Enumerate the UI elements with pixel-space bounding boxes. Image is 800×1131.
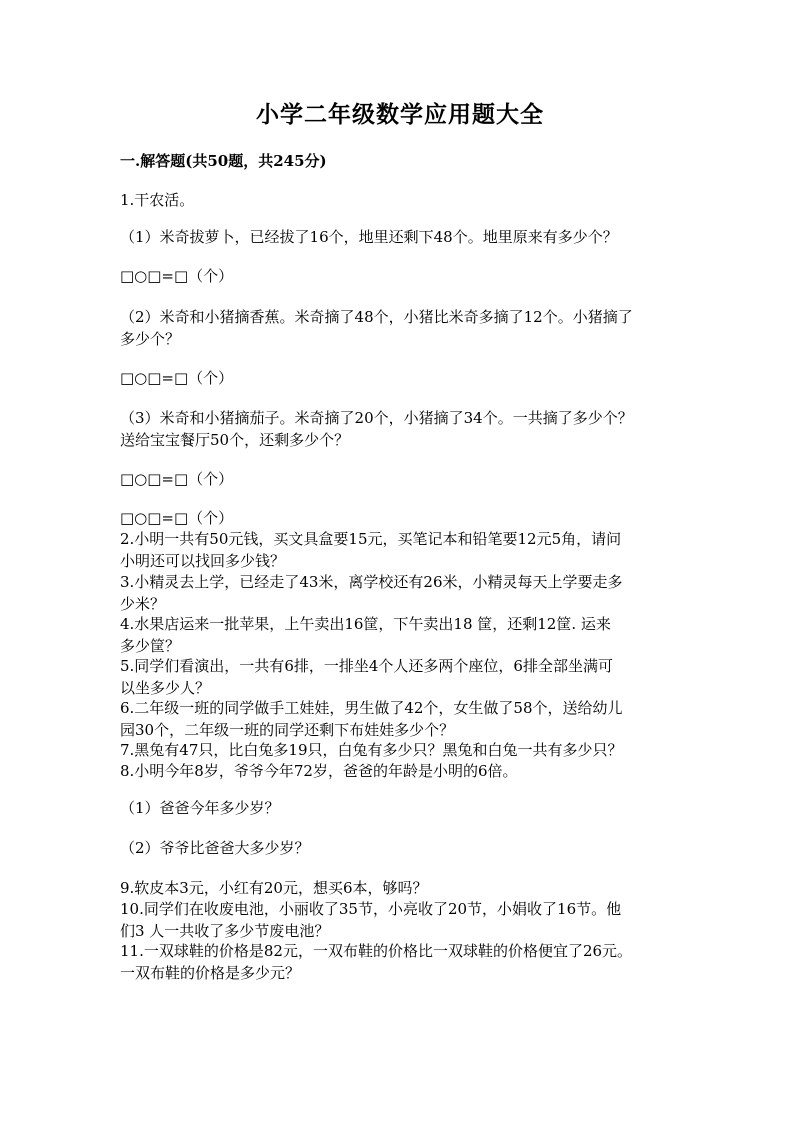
text-line: 5.同学们看演出，一共有6排，一排坐4个人还多两个座位，6排全部坐满可 [120,657,613,675]
question-7 [120,739,685,761]
text-line: 4.水果店运来一批苹果，上午卖出16筐，下午卖出18 筐，还剩12筐. 运来 [120,615,611,633]
answer-blank [120,367,685,389]
question-6 [120,697,685,741]
text-line: 以坐多少人？ [120,679,211,697]
question-2 [120,528,685,572]
question-4 [120,613,685,657]
text-line: 8.小明今年8岁，爷爷今年72岁，爸爸的年龄是小明的6倍。 [120,762,518,780]
text-line: 9.软皮本3元，小红有20元，想买6本，够吗？ [120,879,428,897]
page-title: 小学二年级数学应用题大全 [256,101,544,128]
text-line: 2.小明一共有50元钱，买文具盒要15元，买笔记本和铅笔要12元5角，请问 [120,530,622,548]
text-line: 3.小精灵去上学，已经走了43米，离学校还有26米，小精灵每天上学要走多 [120,573,623,591]
text-line: 小明还可以找回多少钱？ [120,552,286,570]
text-line: 一双布鞋的价格是多少元？ [120,964,301,982]
question-1-part-2 [120,306,685,350]
text-line: □○□=□（个） [120,509,234,527]
question-1-part-1 [120,226,685,248]
text-line: 园30个，二年级一班的同学还剩下布娃娃多少个？ [120,721,455,739]
question-8-part-1 [120,797,685,819]
text-line: （2）爷爷比爸爸大多少岁？ [120,839,310,857]
answer-blank [120,468,685,490]
text-line: 多少个？ [120,330,181,348]
text-line: 11.一双球鞋的价格是82元，一双布鞋的价格比一双球鞋的价格便宜了26元。 [120,942,633,960]
text-line: 多少筐？ [120,637,181,655]
text-line: □○□=□（个） [120,267,234,285]
text-line: 1.干农活。 [120,191,195,209]
section-heading: 一.解答题(共50题，共245分) [120,152,327,170]
question-11 [120,940,685,984]
question-8 [120,760,685,782]
text-line: □○□=□（个） [120,369,234,387]
question-1-part-3 [120,407,685,451]
question-5 [120,655,685,699]
text-line: （1）米奇拔萝卜，已经拔了16个，地里还剩下48个。地里原来有多少个？ [120,228,618,246]
question-10 [120,898,685,942]
question-3 [120,571,685,615]
answer-blank [120,265,685,287]
question-1 [120,189,685,211]
text-line: （1）爸爸今年多少岁？ [120,799,280,817]
text-line: 6.二年级一班的同学做手工娃娃，男生做了42个，女生做了58个，送给幼儿 [120,699,623,717]
text-line: 7.黑兔有47只，比白兔多19只，白兔有多少只？黑兔和白兔一共有多少只？ [120,741,623,759]
text-line: （3）米奇和小猪摘茄子。米奇摘了20个，小猪摘了34个。一共摘了多少个？ [120,409,633,427]
question-9 [120,877,685,899]
question-8-part-2 [120,837,685,859]
answer-blank [120,507,685,529]
text-line: 少米？ [120,595,166,613]
text-line: □○□=□（个） [120,470,234,488]
text-line: 送给宝宝餐厅50个，还剩多少个？ [120,431,350,449]
text-line: 10.同学们在收废电池，小丽收了35节，小亮收了20节，小娟收了16节。他 [120,900,622,918]
text-line: （2）米奇和小猪摘香蕉。米奇摘了48个，小猪比米奇多摘了12个。小猪摘了 [120,308,633,326]
text-line: 们3 人一共收了多少节废电池？ [120,922,330,940]
